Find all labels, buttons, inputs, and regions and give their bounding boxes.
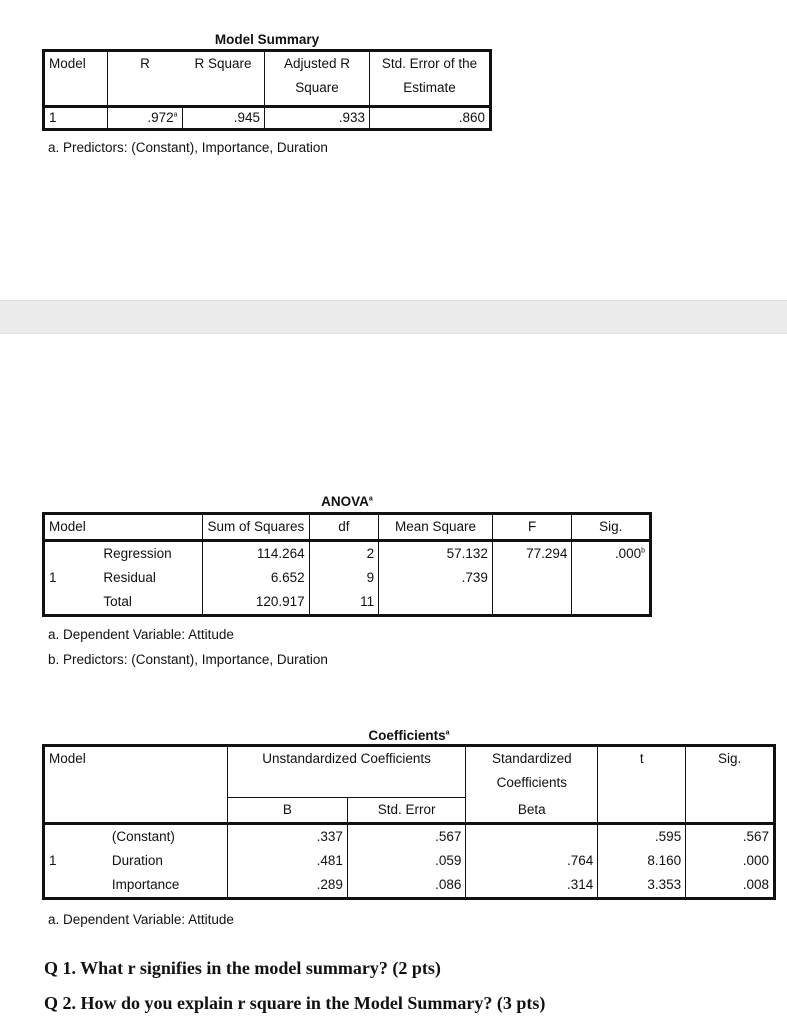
coef-cell-t: 8.160 [598, 849, 686, 873]
anova-header-mean-sq: Mean Square [379, 514, 493, 541]
ms-header-r: R [140, 56, 150, 71]
anova-table [42, 512, 652, 617]
anova-row-label: Total [99, 590, 202, 616]
coef-cell-std-error: .567 [347, 824, 465, 850]
coef-row-label: Duration [108, 849, 227, 873]
anova-header-sum-sq: Sum of Squares [203, 514, 310, 541]
question-1: Q 1. What r signifies in the model summary? (2 pts) [44, 958, 441, 978]
anova-header-f: F [492, 514, 572, 541]
coef-cell-sig: .008 [742, 877, 769, 892]
coef-cell-b: .337 [227, 824, 347, 850]
ms-header-std-error: Std. Error of the Estimate [381, 56, 478, 95]
ms-row-model: 1 [44, 107, 108, 130]
anova-cell-sig [572, 566, 651, 590]
ms-header-model: Model [44, 51, 108, 107]
coef-header-model: Model [44, 746, 228, 824]
coef-cell-sig: .000 [742, 853, 769, 868]
coef-cell-beta [466, 824, 598, 850]
coef-footnote: a. Dependent Variable: Attitude [48, 912, 234, 927]
ms-footnote: a. Predictors: (Constant), Importance, Duration [48, 140, 328, 155]
ms-row-std-error: .860 [458, 110, 485, 125]
ms-header-adj-r-square: Adjusted R Square [265, 51, 370, 107]
model-summary-table [42, 49, 492, 131]
anova-cell-sig: .000$^b$ [614, 546, 645, 561]
coef-cell-t: 3.353 [598, 873, 686, 899]
ms-row-r-square: .945 [182, 107, 265, 130]
page-divider [0, 300, 787, 334]
coef-header-t: t [598, 746, 686, 824]
anova-cell-sig [572, 590, 651, 616]
coef-cell-b: .289 [227, 873, 347, 899]
coef-header-sig: Sig. [717, 751, 742, 766]
ms-row-adj-r-square: .933 [265, 107, 370, 130]
anova-model-num: 1 [49, 570, 57, 585]
anova-cell-f: 77.294 [492, 541, 572, 567]
coef-header-std: Standardized Coefficients [466, 746, 598, 798]
coefficients-table [42, 744, 776, 900]
anova-cell-f [492, 590, 572, 616]
anova-cell-sum-sq: 114.264 [203, 541, 310, 567]
coef-cell-t: .595 [598, 824, 686, 850]
anova-cell-df: 9 [309, 566, 378, 590]
coef-header-std-error: Std. Error [347, 798, 465, 824]
anova-cell-f [492, 566, 572, 590]
coef-model-num: 1 [49, 853, 57, 868]
anova-header-model: Model [44, 514, 203, 541]
anova-cell-mean-sq: .739 [379, 566, 493, 590]
anova-cell-df: 2 [309, 541, 378, 567]
anova-cell-mean-sq: 57.132 [379, 541, 493, 567]
anova-title: ANOVA$^a$ [321, 494, 373, 509]
coef-cell-beta: .314 [466, 873, 598, 899]
anova-cell-df: 11 [309, 590, 378, 616]
anova-row-label: Residual [99, 566, 202, 590]
coef-row-label: (Constant) [108, 824, 227, 850]
coef-header-b: B [227, 798, 347, 824]
anova-row-label: Regression [99, 541, 202, 567]
ms-header-r-square: R Square [182, 51, 265, 107]
anova-footnote-b: b. Predictors: (Constant), Importance, Duration [48, 652, 328, 667]
coef-header-beta: Beta [466, 798, 598, 824]
coef-row-label: Importance [108, 873, 227, 899]
anova-cell-sum-sq: 6.652 [203, 566, 310, 590]
model-summary-title: Model Summary [214, 32, 320, 47]
coef-cell-std-error: .086 [347, 873, 465, 899]
coef-header-unstd: Unstandardized Coefficients [227, 746, 466, 798]
anova-footnote-a: a. Dependent Variable: Attitude [48, 627, 234, 642]
question-2: Q 2. How do you explain r square in the Model Summary? (3 pts) [44, 993, 546, 1013]
anova-cell-sum-sq: 120.917 [203, 590, 310, 616]
anova-header-df: df [309, 514, 378, 541]
coef-cell-std-error: .059 [347, 849, 465, 873]
anova-cell-mean-sq [379, 590, 493, 616]
coef-cell-sig: .567 [742, 829, 769, 844]
coef-cell-b: .481 [227, 849, 347, 873]
coef-cell-beta: .764 [466, 849, 598, 873]
ms-row-r: .972$^a$ [108, 107, 183, 130]
anova-header-sig: Sig. [599, 519, 623, 534]
coefficients-title: Coefficients$^a$ [368, 728, 450, 743]
